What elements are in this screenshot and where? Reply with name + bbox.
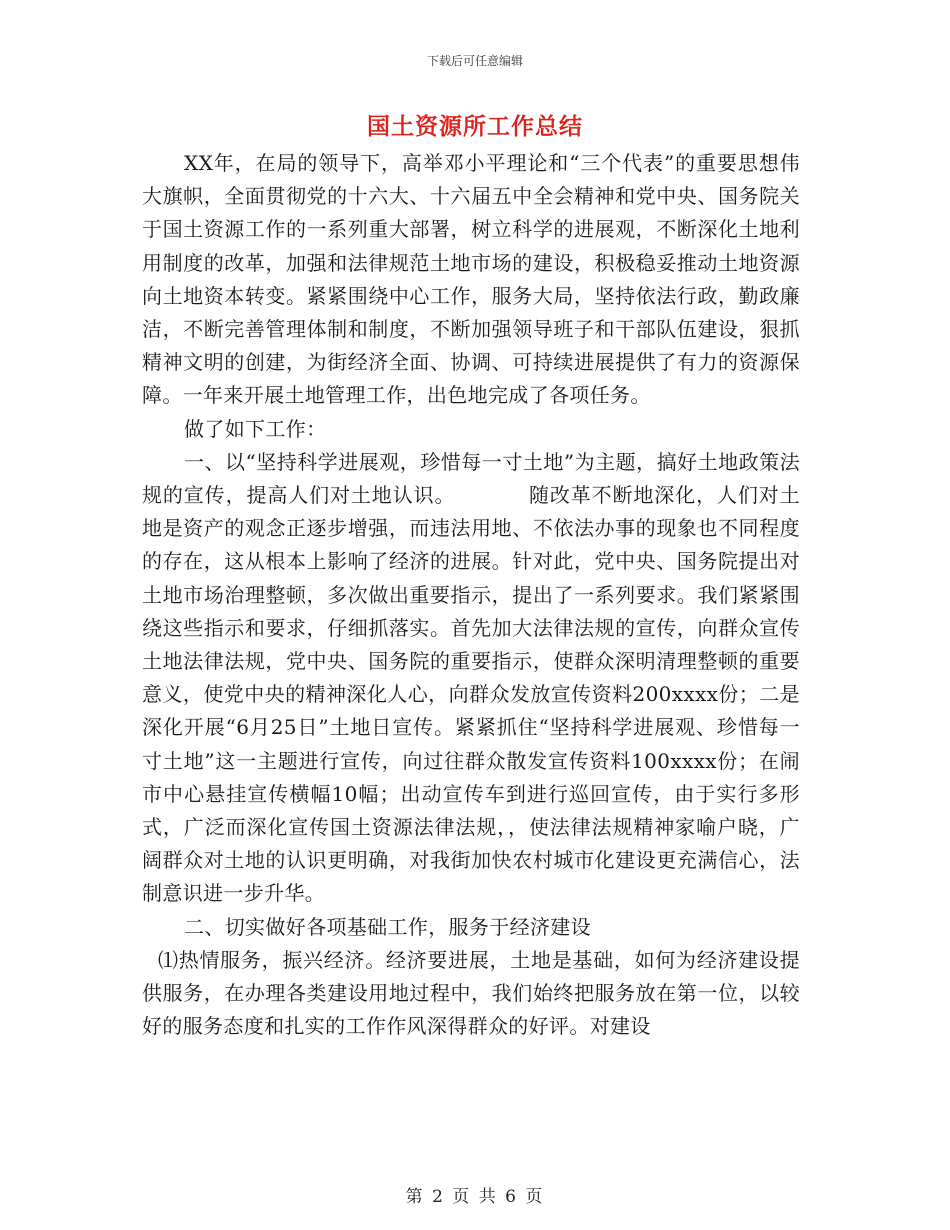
header-note: 下载后可任意编辑: [426, 54, 523, 68]
paragraph-section-one: 一、以“坚持科学进展观，珍惜每一寸土地”为主题，搞好土地政策法规的宣传，提高人们对土地认识。 随改革不断地深化，人们对土地是资产的观念正逐步增强，而违法用地、不依法办事的现象也不同程度的存在，这从根本上影响了经济的进展。针对此，党中央、国务院提出对土地市场治理整顿，多次做出重要指示，提出了一系列要求。我们紧紧围绕这些指示和要求，仔细抓落实。首先加大法律法规的宣传，向群众宣传土地法律法规，党中央、国务院的重要指示，使群众深明清理整顿的重要意义，使党中央的精神深化人心，向群众发放宣传资料200xxxx份；二是深化开展“6月25日”土地日宣传。紧紧抓住“坚持科学进展观、珍惜每一寸土地”这一主题进行宣传，向过往群众散发宣传资料100xxxx份；在闹市中心悬挂宣传横幅10幅；出动宣传车到进行巡回宣传，由于实行多形式，广泛而深化宣传国土资源法律法规，，使法律法规精神家喻户晓，广阔群众对土地的认识更明确，对我街加快农村城市化建设更充满信心，法制意识进一步升华。: [142, 449, 800, 906]
document-title: 国土资源所工作总结: [367, 114, 583, 140]
paragraph-intro: XX年，在局的领导下，高举邓小平理论和“三个代表”的重要思想伟大旗帜，全面贯彻党的十六大、十六届五中全会精神和党中央、国务院关于国土资源工作的一系列重大部署，树立科学的进展观，不断深化土地利用制度的改革，加强和法律规范土地市场的建设，积极稳妥推动土地资源向土地资本转变。紧紧围绕中心工作，服务大局，坚持依法行政，勤政廉洁，不断完善管理体制和制度，不断加强领导班子和干部队伍建设，狠抓精神文明的创建，为街经济全面、协调、可持续进展提供了有力的资源保障。一年来开展土地管理工作，出色地完成了各项任务。: [142, 151, 800, 408]
paragraph-section-two-heading: 二、切实做好各项基础工作，服务于经济建设: [184, 914, 591, 939]
paragraph-item-one: ⑴热情服务，振兴经济。经济要进展，土地是基础，如何为经济建设提供服务，在办理各类建设用地过程中，我们始终把服务放在第一位，以较好的服务态度和扎实的工作作风深得群众的好评。对建设: [142, 947, 800, 1039]
paragraph-work-list-intro: 做了如下工作：: [184, 416, 327, 441]
document-body: [142, 147, 800, 1043]
page-number-footer: 第 2 页 共 6 页: [405, 1187, 545, 1207]
